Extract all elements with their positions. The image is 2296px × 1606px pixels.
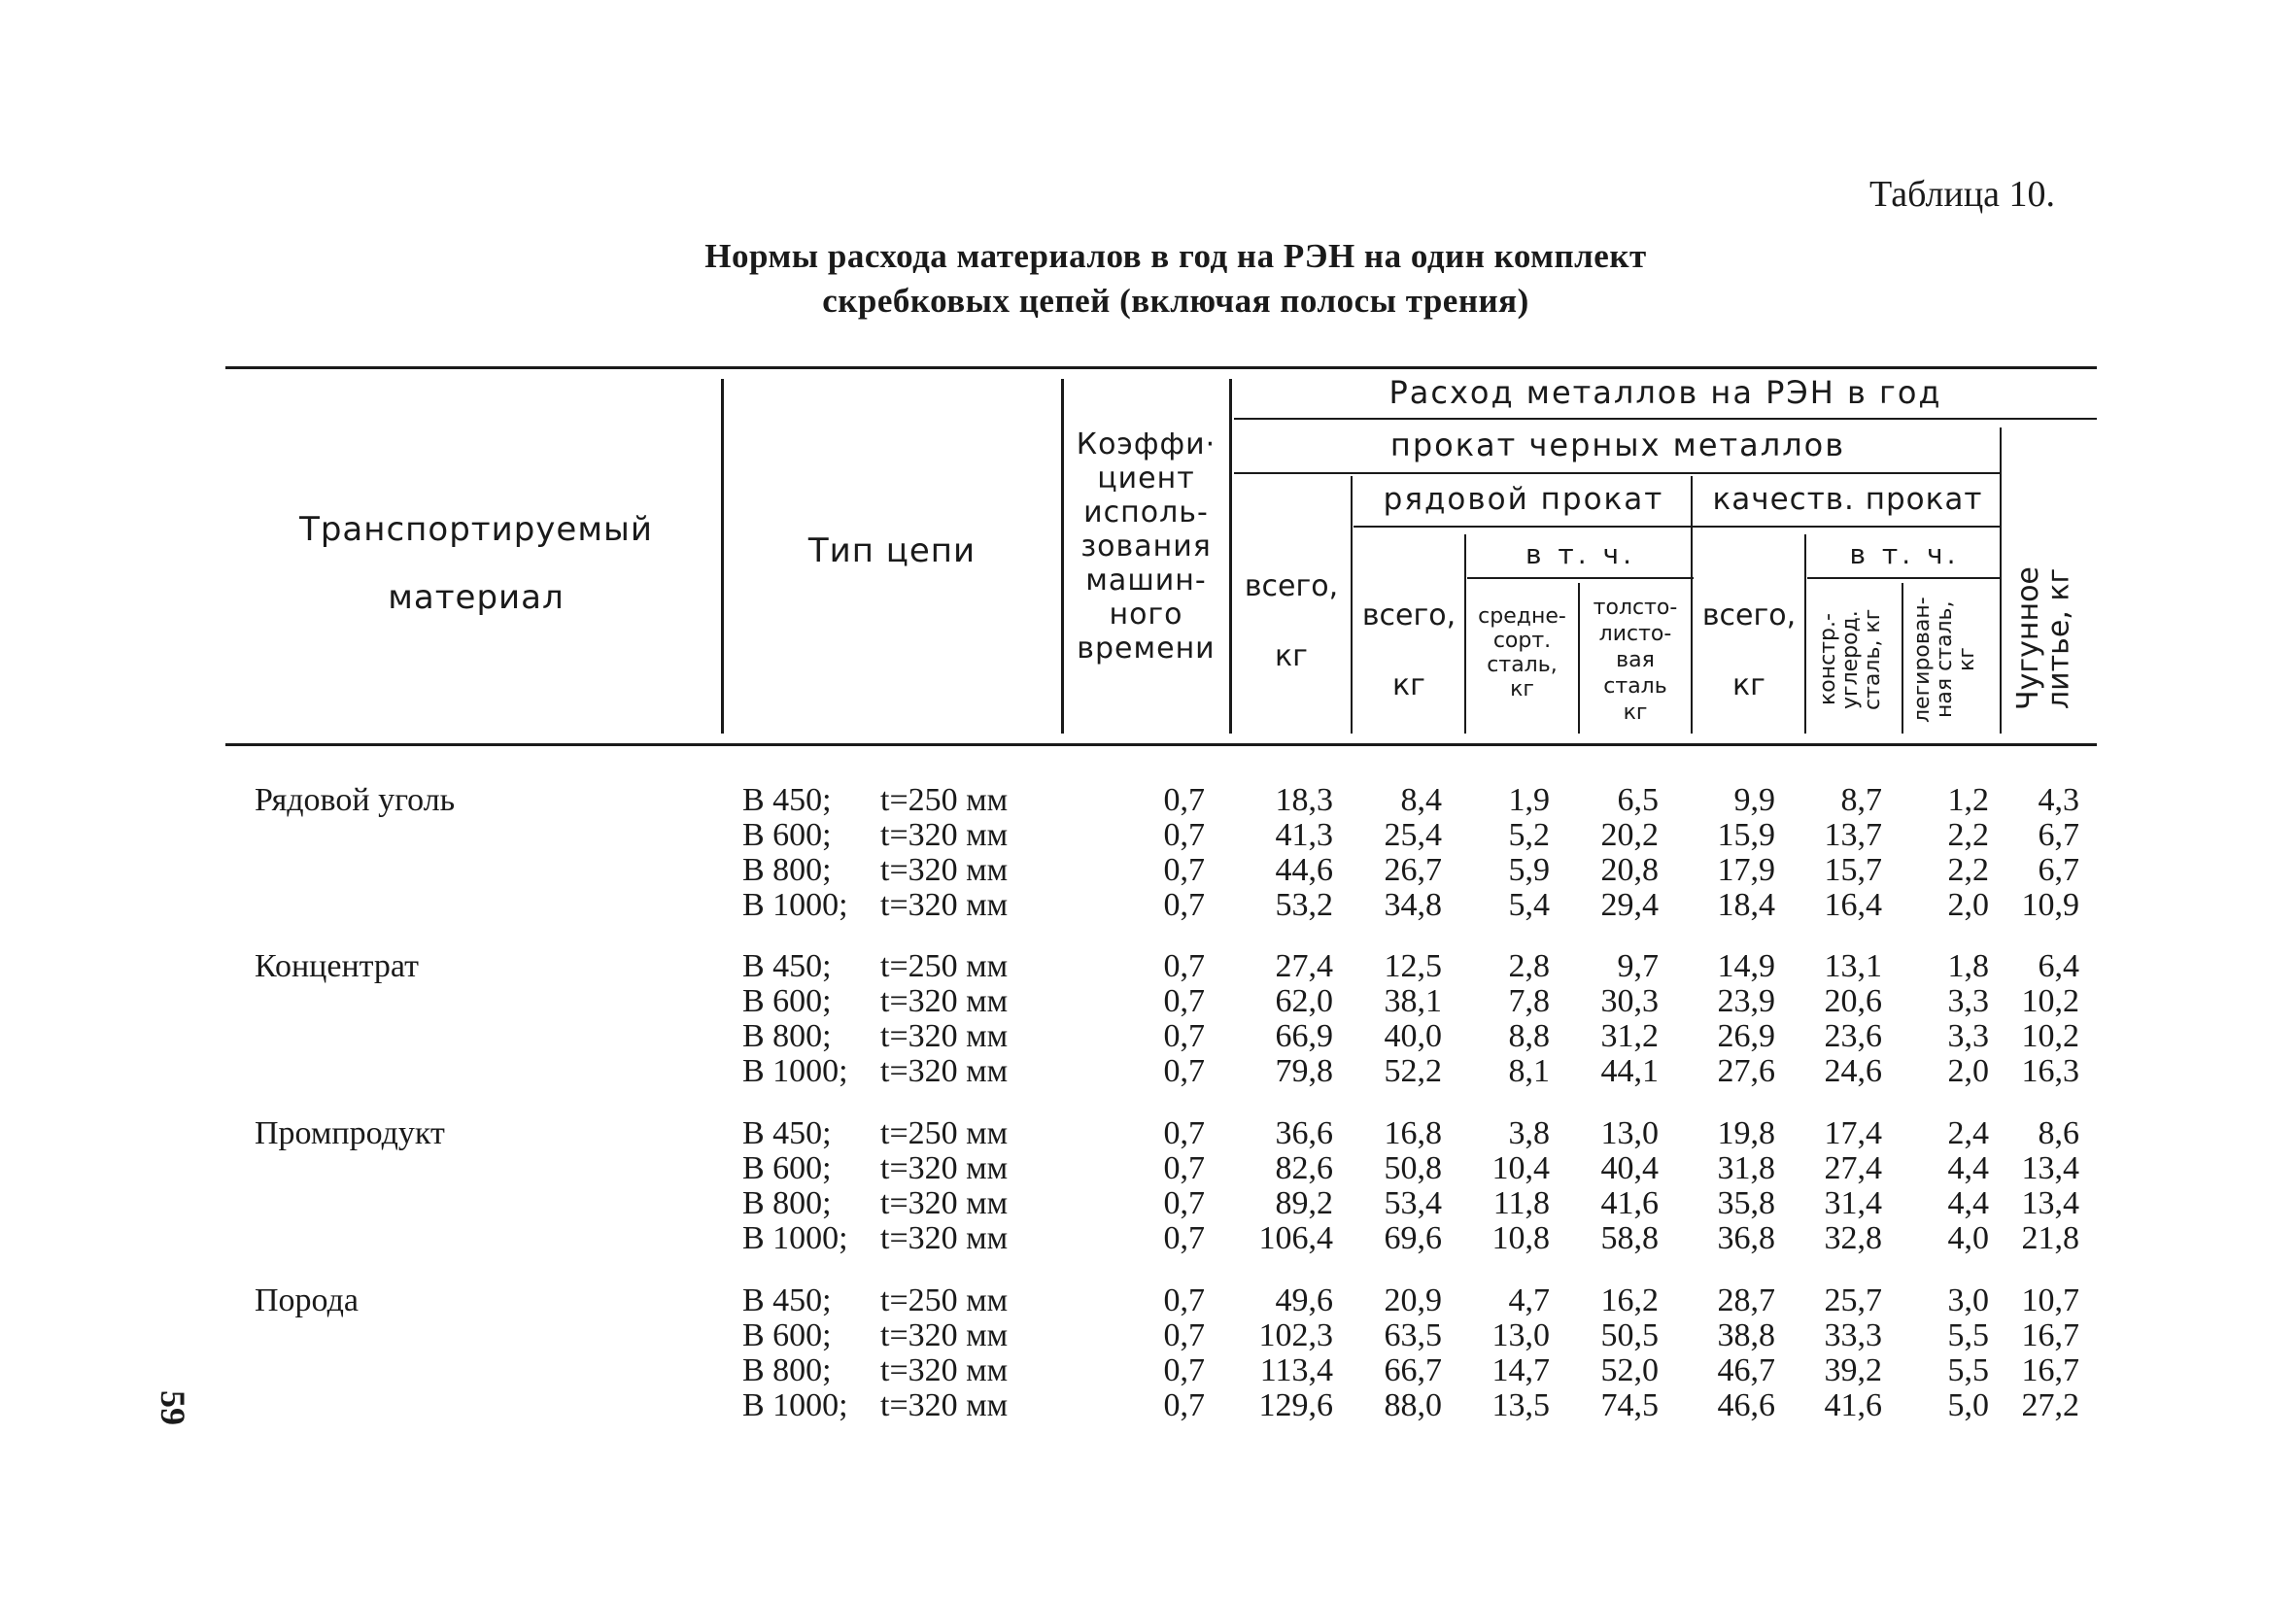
chain-pitch-cell: t=320 мм xyxy=(880,817,1009,853)
header-coef-line-7: времени xyxy=(1077,632,1216,666)
material-label: Рядовой уголь xyxy=(255,782,456,818)
value-cell: 39,2 xyxy=(1824,1352,1882,1388)
value-cell: 6,4 xyxy=(2038,948,2079,984)
value-cell: 79,8 xyxy=(1275,1053,1333,1089)
value-cell: 3,0 xyxy=(1947,1282,1989,1318)
header-thick-steel xyxy=(1580,595,1691,726)
value-cell: 27,4 xyxy=(1824,1150,1882,1186)
header-thick-steel-line-2: листо- xyxy=(1598,622,1672,646)
value-cell: 41,3 xyxy=(1275,817,1333,853)
header-carbon-steel xyxy=(1817,587,1884,733)
value-cell: 16,4 xyxy=(1824,887,1882,923)
value-cell: 10,2 xyxy=(2021,1018,2079,1054)
value-cell: 13,0 xyxy=(1600,1115,1659,1151)
value-cell: 0,7 xyxy=(1163,1150,1205,1186)
value-cell: 0,7 xyxy=(1163,1185,1205,1221)
value-cell: 5,0 xyxy=(1947,1387,1989,1423)
value-cell: 2,4 xyxy=(1947,1115,1989,1151)
chain-pitch-cell: t=320 мм xyxy=(880,1352,1009,1388)
value-cell: 5,9 xyxy=(1508,852,1550,888)
header-carbon-steel-line-3: сталь, кг xyxy=(1861,608,1886,711)
value-cell: 6,5 xyxy=(1617,782,1659,818)
value-cell: 2,2 xyxy=(1947,852,1989,888)
chain-pitch-cell: t=320 мм xyxy=(880,1018,1009,1054)
header-alloy-steel-line-2: ная сталь, xyxy=(1933,600,1958,719)
header-quality-total-line-2: кг xyxy=(1732,668,1765,702)
value-cell: 31,4 xyxy=(1824,1185,1882,1221)
value-cell: 1,9 xyxy=(1508,782,1550,818)
value-cell: 8,4 xyxy=(1400,782,1442,818)
value-cell: 3,8 xyxy=(1508,1115,1550,1151)
value-cell: 12,5 xyxy=(1384,948,1442,984)
chain-type-cell: В 800; xyxy=(742,1352,832,1388)
chain-pitch-cell: t=320 мм xyxy=(880,1220,1009,1256)
value-cell: 50,5 xyxy=(1600,1317,1659,1353)
chain-type-cell: В 800; xyxy=(742,1018,832,1054)
header-quality: качеств. прокат xyxy=(1712,482,1983,517)
value-cell: 17,9 xyxy=(1717,852,1775,888)
header-incl-ordinary: в т. ч. xyxy=(1525,538,1635,570)
value-cell: 0,7 xyxy=(1163,1282,1205,1318)
value-cell: 7,8 xyxy=(1508,983,1550,1019)
value-cell: 29,4 xyxy=(1600,887,1659,923)
chain-pitch-cell: t=250 мм xyxy=(880,948,1009,984)
value-cell: 1,2 xyxy=(1947,782,1989,818)
vrule-9 xyxy=(1902,583,1903,734)
value-cell: 26,7 xyxy=(1384,852,1442,888)
value-cell: 10,8 xyxy=(1491,1220,1550,1256)
header-coef-line-1: Коэффи· xyxy=(1076,427,1217,461)
header-total-kg xyxy=(1232,552,1351,692)
chain-pitch-cell: t=320 мм xyxy=(880,1053,1009,1089)
header-total-kg-line-2: кг xyxy=(1275,639,1308,673)
header-medium-steel-line-2: сорт. xyxy=(1492,629,1552,653)
value-cell: 4,4 xyxy=(1947,1150,1989,1186)
value-cell: 53,4 xyxy=(1384,1185,1442,1221)
value-cell: 0,7 xyxy=(1163,1387,1205,1423)
value-cell: 46,6 xyxy=(1717,1387,1775,1423)
chain-pitch-cell: t=250 мм xyxy=(880,782,1009,818)
value-cell: 0,7 xyxy=(1163,948,1205,984)
header-material xyxy=(238,495,714,632)
value-cell: 16,2 xyxy=(1600,1282,1659,1318)
value-cell: 36,6 xyxy=(1275,1115,1333,1151)
header-coef-line-5: машин- xyxy=(1085,564,1207,598)
value-cell: 62,0 xyxy=(1275,983,1333,1019)
value-cell: 0,7 xyxy=(1163,1352,1205,1388)
header-medium-steel xyxy=(1466,604,1578,701)
header-group-top: Расход металлов на РЭН в год xyxy=(1388,374,1942,411)
rule-under-ordinary xyxy=(1354,526,1694,528)
rule-under-group-top xyxy=(1234,418,2097,420)
value-cell: 69,6 xyxy=(1384,1220,1442,1256)
value-cell: 20,6 xyxy=(1824,983,1882,1019)
value-cell: 0,7 xyxy=(1163,852,1205,888)
rule-under-incl-ord xyxy=(1467,577,1694,579)
header-ordinary-total-line-1: всего, xyxy=(1361,598,1456,632)
vrule-10 xyxy=(2000,427,2002,734)
value-cell: 38,1 xyxy=(1384,983,1442,1019)
header-carbon-steel-line-2: углерод. xyxy=(1838,610,1864,709)
chain-type-cell: В 600; xyxy=(742,983,832,1019)
value-cell: 5,2 xyxy=(1508,817,1550,853)
chain-pitch-cell: t=320 мм xyxy=(880,887,1009,923)
value-cell: 66,9 xyxy=(1275,1018,1333,1054)
value-cell: 31,2 xyxy=(1600,1018,1659,1054)
value-cell: 35,8 xyxy=(1717,1185,1775,1221)
value-cell: 18,4 xyxy=(1717,887,1775,923)
value-cell: 50,8 xyxy=(1384,1150,1442,1186)
header-material-line-2: материал xyxy=(388,578,565,617)
header-quality-total-line-1: всего, xyxy=(1701,598,1797,632)
value-cell: 3,3 xyxy=(1947,1018,1989,1054)
value-cell: 32,8 xyxy=(1824,1220,1882,1256)
value-cell: 28,7 xyxy=(1717,1282,1775,1318)
table-number: Таблица 10. xyxy=(1869,174,2056,215)
value-cell: 41,6 xyxy=(1824,1387,1882,1423)
value-cell: 30,3 xyxy=(1600,983,1659,1019)
header-coef-line-2: циент xyxy=(1097,461,1195,495)
material-label: Промпродукт xyxy=(255,1115,445,1151)
value-cell: 44,6 xyxy=(1275,852,1333,888)
value-cell: 36,8 xyxy=(1717,1220,1775,1256)
value-cell: 41,6 xyxy=(1600,1185,1659,1221)
value-cell: 44,1 xyxy=(1600,1053,1659,1089)
value-cell: 52,0 xyxy=(1600,1352,1659,1388)
value-cell: 2,0 xyxy=(1947,1053,1989,1089)
value-cell: 11,8 xyxy=(1492,1185,1550,1221)
header-quality-total xyxy=(1694,581,1804,721)
value-cell: 25,7 xyxy=(1824,1282,1882,1318)
table-title-line-1: Нормы расхода материалов в год на РЭН на один комплект xyxy=(704,237,1647,275)
value-cell: 6,7 xyxy=(2038,852,2079,888)
chain-pitch-cell: t=320 мм xyxy=(880,1387,1009,1423)
value-cell: 102,3 xyxy=(1258,1317,1333,1353)
header-carbon-steel-line-1: констр.- xyxy=(1816,613,1840,706)
value-cell: 17,4 xyxy=(1824,1115,1882,1151)
value-cell: 13,5 xyxy=(1491,1387,1550,1423)
header-ordinary-total xyxy=(1354,581,1464,721)
value-cell: 15,7 xyxy=(1824,852,1882,888)
chain-type-cell: В 1000; xyxy=(742,887,848,923)
value-cell: 9,7 xyxy=(1617,948,1659,984)
chain-pitch-cell: t=320 мм xyxy=(880,1150,1009,1186)
value-cell: 4,7 xyxy=(1508,1282,1550,1318)
value-cell: 10,4 xyxy=(1491,1150,1550,1186)
value-cell: 58,8 xyxy=(1600,1220,1659,1256)
value-cell: 129,6 xyxy=(1258,1387,1333,1423)
vrule-4 xyxy=(1351,476,1353,734)
value-cell: 16,3 xyxy=(2021,1053,2079,1089)
rule-under-incl-q xyxy=(1807,577,2002,579)
header-coef-line-4: зования xyxy=(1080,530,1212,564)
value-cell: 5,4 xyxy=(1508,887,1550,923)
value-cell: 0,7 xyxy=(1163,887,1205,923)
material-label: Порода xyxy=(255,1282,359,1318)
value-cell: 8,8 xyxy=(1508,1018,1550,1054)
vrule-8 xyxy=(1804,534,1806,734)
value-cell: 53,2 xyxy=(1275,887,1333,923)
table-title-line-2: скребковых цепей (включая полосы трения) xyxy=(822,282,1529,320)
value-cell: 49,6 xyxy=(1275,1282,1333,1318)
header-thick-steel-line-3: вая xyxy=(1616,648,1655,672)
header-alloy-steel-line-3: кг xyxy=(1955,647,1980,672)
chain-type-cell: В 600; xyxy=(742,1150,832,1186)
value-cell: 27,6 xyxy=(1717,1053,1775,1089)
value-cell: 13,1 xyxy=(1824,948,1882,984)
chain-type-cell: В 450; xyxy=(742,1115,832,1151)
value-cell: 66,7 xyxy=(1384,1352,1442,1388)
chain-pitch-cell: t=320 мм xyxy=(880,1317,1009,1353)
header-total-kg-line-1: всего, xyxy=(1244,569,1339,603)
value-cell: 2,8 xyxy=(1508,948,1550,984)
value-cell: 4,4 xyxy=(1947,1185,1989,1221)
value-cell: 33,3 xyxy=(1824,1317,1882,1353)
chain-type-cell: В 600; xyxy=(742,817,832,853)
value-cell: 13,7 xyxy=(1824,817,1882,853)
header-alloy-steel-line-1: легирован- xyxy=(1910,597,1935,723)
header-medium-steel-line-1: средне- xyxy=(1478,604,1566,629)
value-cell: 34,8 xyxy=(1384,887,1442,923)
value-cell: 46,7 xyxy=(1717,1352,1775,1388)
value-cell: 3,3 xyxy=(1947,983,1989,1019)
header-coef-line-6: ного xyxy=(1109,598,1183,632)
chain-pitch-cell: t=320 мм xyxy=(880,852,1009,888)
header-coef xyxy=(1066,427,1226,666)
value-cell: 0,7 xyxy=(1163,983,1205,1019)
value-cell: 2,2 xyxy=(1947,817,1989,853)
value-cell: 5,5 xyxy=(1947,1317,1989,1353)
value-cell: 1,8 xyxy=(1947,948,1989,984)
value-cell: 113,4 xyxy=(1259,1352,1333,1388)
value-cell: 20,9 xyxy=(1384,1282,1442,1318)
value-cell: 6,7 xyxy=(2038,817,2079,853)
chain-pitch-cell: t=320 мм xyxy=(880,983,1009,1019)
value-cell: 16,7 xyxy=(2021,1352,2079,1388)
value-cell: 8,1 xyxy=(1508,1053,1550,1089)
header-coef-line-3: исполь- xyxy=(1083,495,1209,530)
value-cell: 20,2 xyxy=(1600,817,1659,853)
chain-type-cell: В 800; xyxy=(742,1185,832,1221)
value-cell: 0,7 xyxy=(1163,1317,1205,1353)
value-cell: 0,7 xyxy=(1163,782,1205,818)
value-cell: 74,5 xyxy=(1600,1387,1659,1423)
value-cell: 4,0 xyxy=(1947,1220,1989,1256)
header-medium-steel-line-3: сталь, xyxy=(1487,653,1558,677)
value-cell: 63,5 xyxy=(1384,1317,1442,1353)
value-cell: 52,2 xyxy=(1384,1053,1442,1089)
value-cell: 38,8 xyxy=(1717,1317,1775,1353)
value-cell: 40,4 xyxy=(1600,1150,1659,1186)
value-cell: 106,4 xyxy=(1258,1220,1333,1256)
header-thick-steel-line-5: кг xyxy=(1623,700,1648,725)
value-cell: 14,7 xyxy=(1491,1352,1550,1388)
header-cast-iron-line-1: Чугунное xyxy=(2011,566,2045,711)
vrule-1 xyxy=(721,379,724,734)
value-cell: 10,9 xyxy=(2021,887,2079,923)
value-cell: 89,2 xyxy=(1275,1185,1333,1221)
chain-type-cell: В 450; xyxy=(742,948,832,984)
value-cell: 13,4 xyxy=(2021,1150,2079,1186)
value-cell: 4,3 xyxy=(2038,782,2079,818)
vrule-2 xyxy=(1061,379,1064,734)
value-cell: 0,7 xyxy=(1163,817,1205,853)
chain-type-cell: В 1000; xyxy=(742,1387,848,1423)
material-label: Концентрат xyxy=(255,948,420,984)
value-cell: 13,0 xyxy=(1491,1317,1550,1353)
value-cell: 24,6 xyxy=(1824,1053,1882,1089)
value-cell: 16,7 xyxy=(2021,1317,2079,1353)
header-thick-steel-line-1: толсто- xyxy=(1593,596,1678,620)
chain-type-cell: В 600; xyxy=(742,1317,832,1353)
header-cast-iron-line-2: литье, кг xyxy=(2041,567,2076,710)
chain-type-cell: В 450; xyxy=(742,1282,832,1318)
value-cell: 27,2 xyxy=(2021,1387,2079,1423)
value-cell: 13,4 xyxy=(2021,1185,2079,1221)
header-bottom-rule xyxy=(225,743,2097,746)
value-cell: 19,8 xyxy=(1717,1115,1775,1151)
value-cell: 31,8 xyxy=(1717,1150,1775,1186)
value-cell: 2,0 xyxy=(1947,887,1989,923)
chain-type-cell: В 1000; xyxy=(742,1053,848,1089)
chain-pitch-cell: t=250 мм xyxy=(880,1282,1009,1318)
header-incl-quality: в т. ч. xyxy=(1849,538,1960,570)
value-cell: 40,0 xyxy=(1384,1018,1442,1054)
header-chain-type: Тип цепи xyxy=(807,531,977,570)
value-cell: 25,4 xyxy=(1384,817,1442,853)
header-thick-steel-line-4: сталь xyxy=(1603,674,1667,699)
header-ordinary-total-line-2: кг xyxy=(1392,668,1425,702)
header-alloy-steel xyxy=(1911,587,1978,733)
value-cell: 82,6 xyxy=(1275,1150,1333,1186)
value-cell: 9,9 xyxy=(1733,782,1775,818)
header-group-rolled: прокат черных металлов xyxy=(1389,427,1846,463)
value-cell: 23,9 xyxy=(1717,983,1775,1019)
value-cell: 15,9 xyxy=(1717,817,1775,853)
value-cell: 5,5 xyxy=(1947,1352,1989,1388)
value-cell: 10,2 xyxy=(2021,983,2079,1019)
page-number: 59 xyxy=(154,1390,192,1425)
value-cell: 0,7 xyxy=(1163,1115,1205,1151)
value-cell: 18,3 xyxy=(1275,782,1333,818)
rule-under-rolled xyxy=(1234,472,2002,474)
chain-type-cell: В 800; xyxy=(742,852,832,888)
value-cell: 8,7 xyxy=(1840,782,1882,818)
top-rule xyxy=(225,366,2097,369)
chain-pitch-cell: t=250 мм xyxy=(880,1115,1009,1151)
value-cell: 0,7 xyxy=(1163,1053,1205,1089)
value-cell: 23,6 xyxy=(1824,1018,1882,1054)
value-cell: 20,8 xyxy=(1600,852,1659,888)
value-cell: 88,0 xyxy=(1384,1387,1442,1423)
rule-under-quality xyxy=(1694,526,2002,528)
chain-pitch-cell: t=320 мм xyxy=(880,1185,1009,1221)
value-cell: 8,6 xyxy=(2038,1115,2079,1151)
value-cell: 21,8 xyxy=(2021,1220,2079,1256)
value-cell: 0,7 xyxy=(1163,1220,1205,1256)
header-material-line-1: Транспортируемый xyxy=(299,510,653,549)
chain-type-cell: В 1000; xyxy=(742,1220,848,1256)
value-cell: 16,8 xyxy=(1384,1115,1442,1151)
value-cell: 14,9 xyxy=(1717,948,1775,984)
header-medium-steel-line-4: кг xyxy=(1510,677,1534,701)
header-ordinary: рядовой прокат xyxy=(1383,482,1664,517)
chain-type-cell: В 450; xyxy=(742,782,832,818)
value-cell: 26,9 xyxy=(1717,1018,1775,1054)
value-cell: 10,7 xyxy=(2021,1282,2079,1318)
header-cast-iron xyxy=(2013,544,2074,734)
value-cell: 0,7 xyxy=(1163,1018,1205,1054)
value-cell: 27,4 xyxy=(1275,948,1333,984)
